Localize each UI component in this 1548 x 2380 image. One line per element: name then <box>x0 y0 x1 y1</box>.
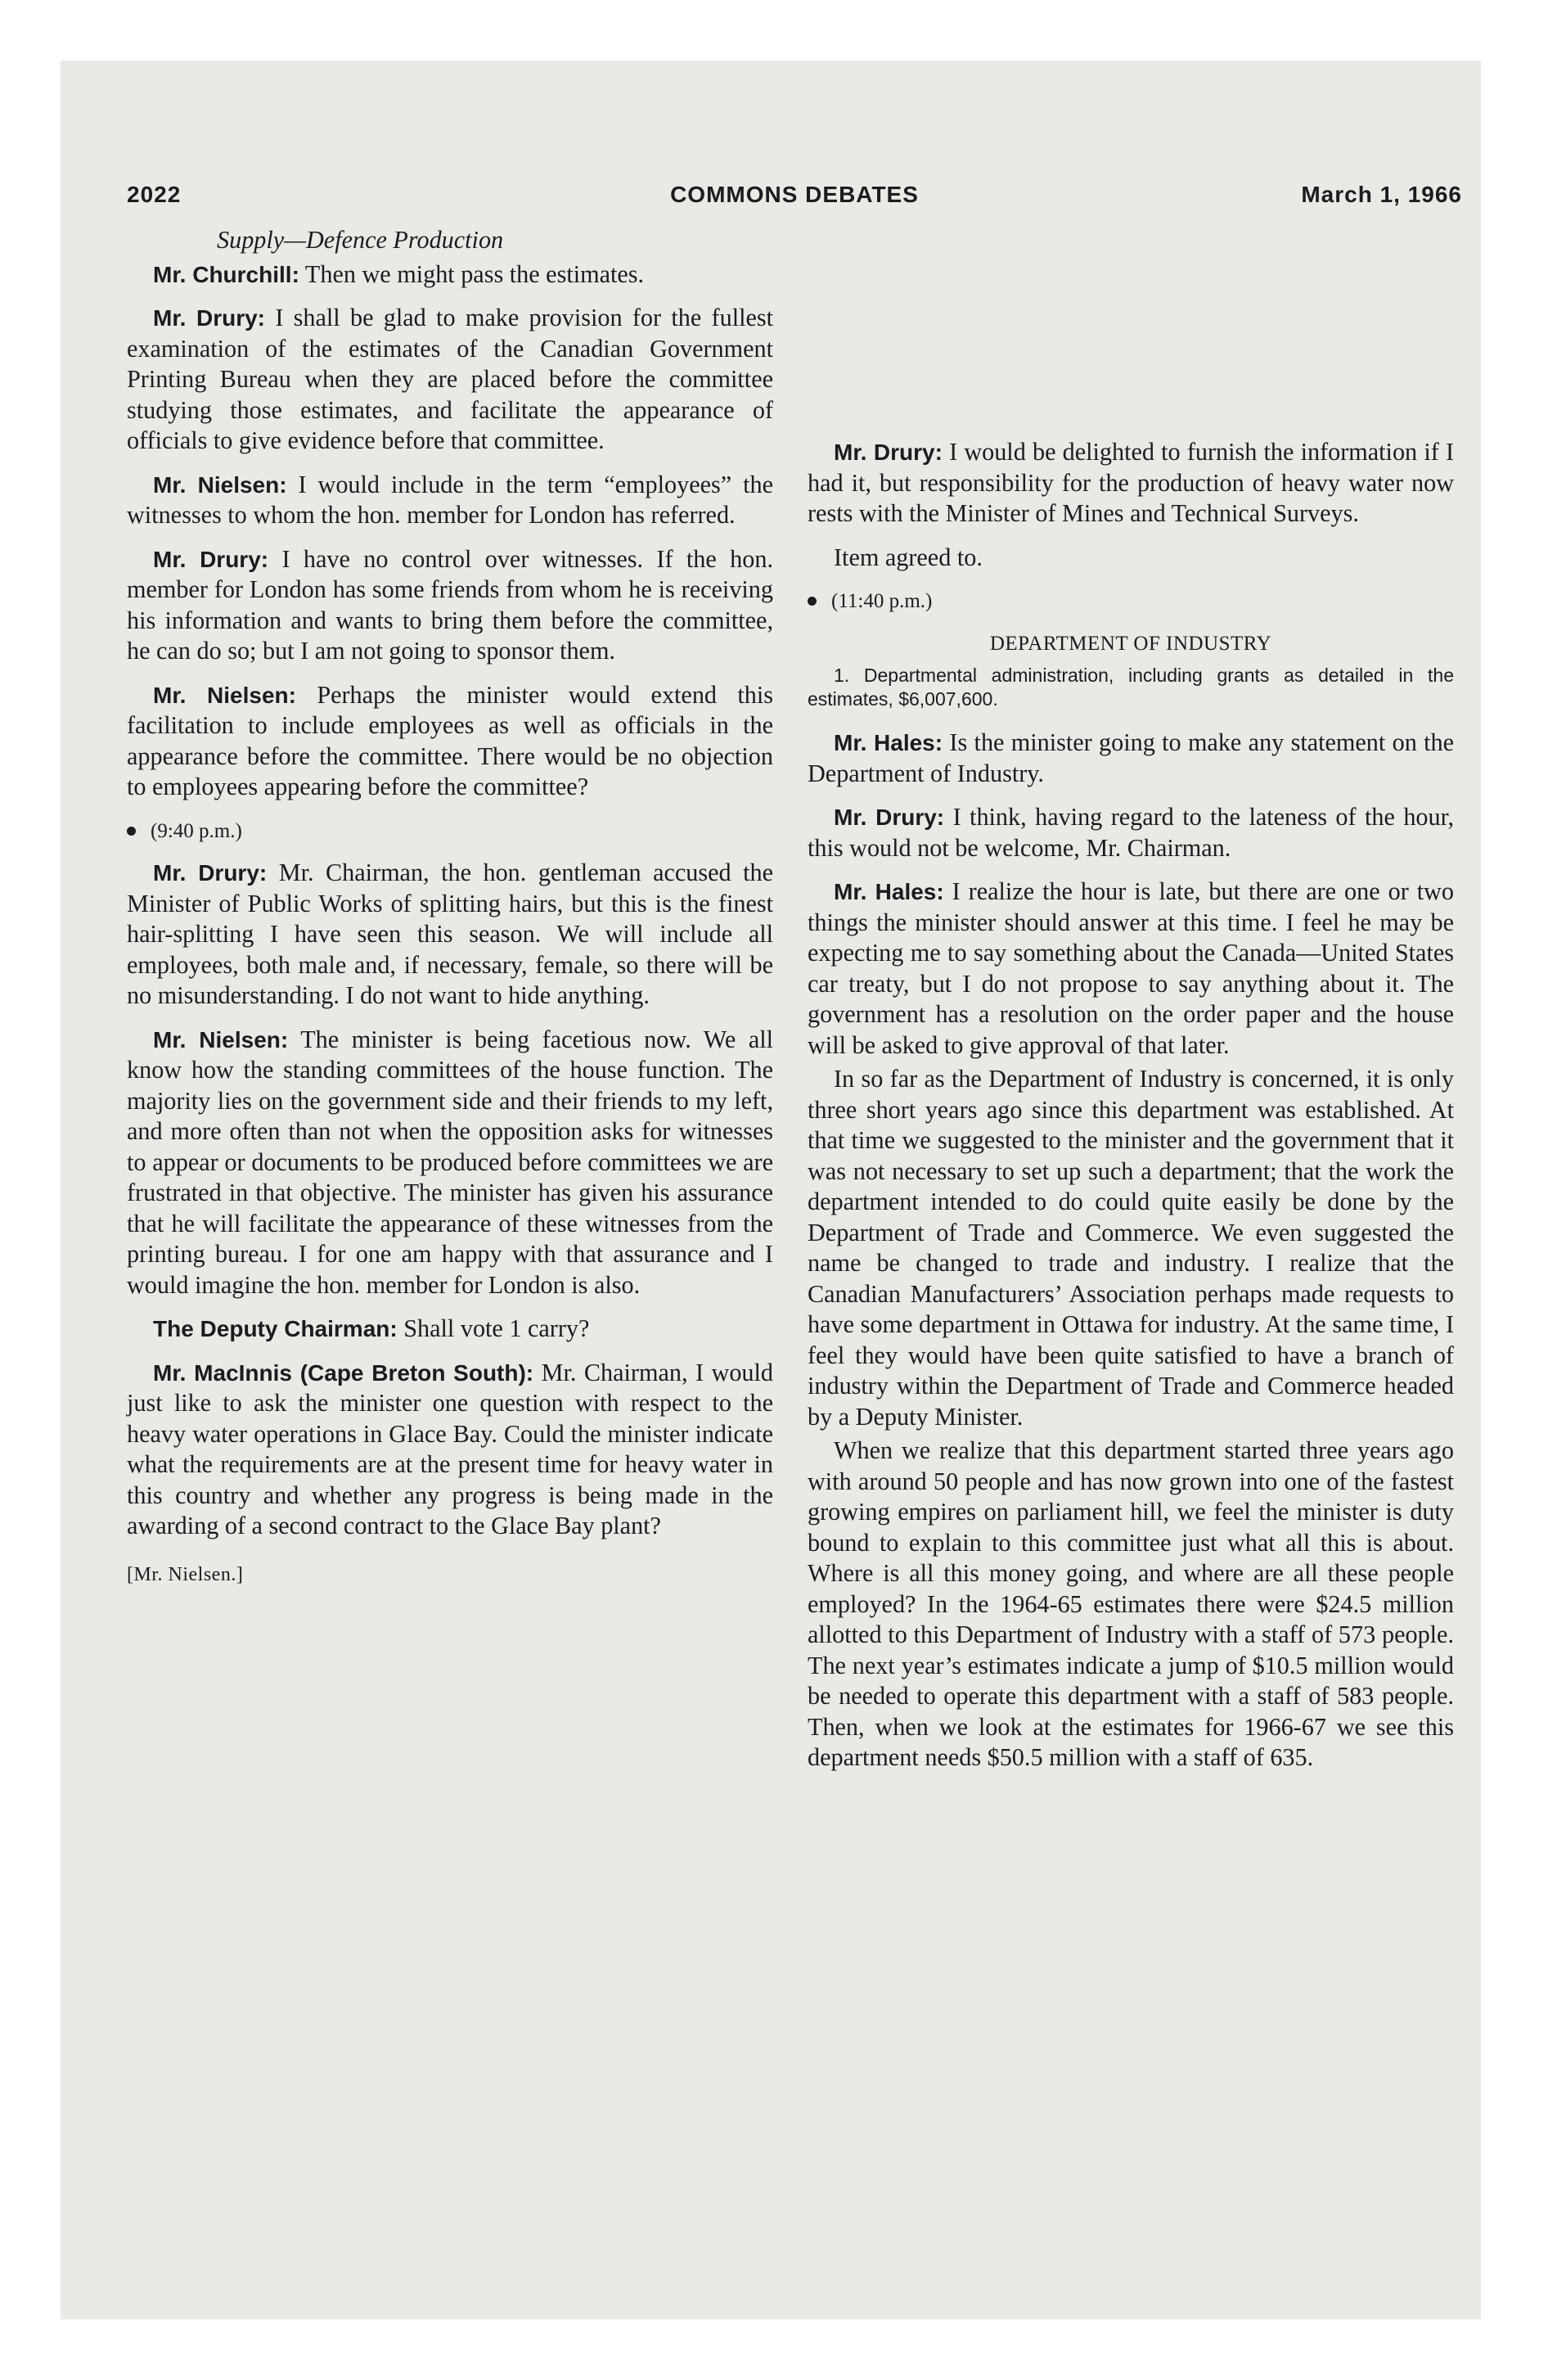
speaker-name: The Deputy Chairman: <box>153 1316 398 1341</box>
speech-text: I would include in the term “employees” the witnesses to whom the hon. member for London has referred. <box>127 470 773 529</box>
time-stamp-text: (11:40 p.m.) <box>831 590 933 612</box>
speech-text: I have no control over witnesses. If the hon. member for London has some friends from whom he is receiving his information and wants to bring them before the committee, he can do so; but I am not going to sponsor them. <box>127 544 773 665</box>
speech-paragraph <box>127 259 773 291</box>
speech-paragraph <box>127 470 773 531</box>
time-stamp-text: (9:40 p.m.) <box>151 819 242 842</box>
speech-text: Mr. Chairman, the hon. gentleman accused the Minister of Public Works of splitting hairs, but this is the finest hair-splitting I have seen this season. We will include all employees, both male and, if necessary, female, so there will be no misunderstanding. I do not want to hide anything. <box>127 859 773 1009</box>
speech-paragraph <box>127 680 773 803</box>
speech-text: Is the minister going to make any statement on the Department of Industry. <box>808 728 1455 787</box>
speaker-name: Mr. Churchill: <box>153 261 299 287</box>
speech-text: The minister is being facetious now. We all know how the standing committees of the house function. The majority lies on the government side and their friends to my left, and more often than not when the opposition asks for witnesses to appear or documents to be produced before committees we are frustrated in that objective. The minister has given his assurance that he will facilitate the appearance of these witnesses from the printing bureau. I for one am happy with that assurance and I would imagine the hon. member for London is also. <box>127 1025 773 1299</box>
speaker-name: Mr. Hales: <box>834 879 944 904</box>
right-column <box>808 437 1454 1787</box>
speech-paragraph: When we realize that this department started three years ago with around 50 people and has now grown into one of the fastest growing empires on parliament hill, we feel the minister is duty bound to explain to this committee just what all this is about. Where is all this money going, and where are all these people employed? In the 1964-65 estimates there were $24.5 million allotted to this Department of Industry with a staff of 573 people. The next year’s estimates indicate a jump of $10.5 million would be needed to operate this department with a staff of 583 people. Then, when we look at the estimates for 1966-67 we see this department needs $50.5 million with a staff of 635. <box>808 1436 1454 1771</box>
time-stamp <box>127 816 773 847</box>
speech-paragraph <box>127 1314 773 1345</box>
bullet-icon <box>808 597 817 606</box>
speech-paragraph <box>127 1025 773 1301</box>
speech-text: Shall vote 1 carry? <box>397 1314 590 1342</box>
speech-text: Mr. Chairman, I would just like to ask the minister one question with respect to the heavy water operations in Glace Bay. Could the minister indicate what the requirements are at the present time for heavy water in this country and whether any progress is being made in the awarding of a second contract to the Glace Bay plant? <box>127 1358 773 1539</box>
publication-title: COMMONS DEBATES <box>670 182 919 207</box>
speaker-name: Mr. Hales: <box>834 730 943 755</box>
section-subhead: Supply—Defence Production <box>217 226 504 254</box>
page <box>127 182 1462 1771</box>
speech-text: I shall be glad to make provision for the fullest examination of the estimates of the Canadian Government Printing Bureau when they are placed before the committee studying those estimates, and facilitate the appearance of officials to give evidence before that committee. <box>127 304 774 454</box>
page-footer-speaker: [Mr. Nielsen.] <box>127 1563 244 1585</box>
speech-paragraph <box>808 802 1454 863</box>
left-column <box>127 225 773 1603</box>
speech-paragraph <box>808 437 1454 530</box>
speech-paragraph <box>127 303 773 457</box>
speaker-name: Mr. Nielsen: <box>153 1026 289 1053</box>
speaker-name: Mr. Drury: <box>153 860 268 886</box>
time-stamp <box>808 586 1454 617</box>
bullet-icon <box>127 827 136 836</box>
speech-text: I think, having regard to the lateness of the hour, this would not be welcome, Mr. Chairman. <box>808 803 1454 862</box>
speech-paragraph: In so far as the Department of Industry is concerned, it is only three short years ago since this department was established. At that time we suggested to the minister and the government that it was not necessary to set up such a department; that the work the department intended to do could quite easily be done by the Department of Trade and Commerce. We even suggested the name be changed to trade and industry. I realize that the Canadian Manufacturers’ Association perhaps made requests to have some department in Ottawa for industry. At the same time, I feel they would have been quite satisfied to have a branch of industry within the Department of Trade and Commerce headed by a Deputy Minister. <box>808 1065 1454 1431</box>
speech-text: Then we might pass the estimates. <box>299 259 645 288</box>
department-heading: DEPARTMENT OF INDUSTRY <box>989 632 1272 655</box>
speaker-name: Mr. Drury: <box>834 805 945 830</box>
speech-paragraph <box>127 1358 773 1542</box>
speech-text: I realize the hour is late, but there are one or two things the minister should answer at this time. I feel he may be expecting me to say something about the Canada—United States car treaty, but I do not propose to say anything about it. The government has a resolution on the order paper and the house will be asked to give approval of that later. <box>808 877 1454 1059</box>
speech-paragraph <box>808 877 1454 1061</box>
speech-text: I would be delighted to furnish the information if I had it, but responsibility for the production of heavy water now rests with the Minister of Mines and Technical Surveys. <box>808 438 1454 527</box>
speaker-name: Mr. Drury: <box>153 546 269 572</box>
speech-paragraph <box>127 858 773 1012</box>
speaker-name: Mr. Nielsen: <box>153 682 296 708</box>
speech-paragraph <box>808 728 1454 789</box>
page-number: 2022 <box>127 182 182 207</box>
speaker-name: Mr. Nielsen: <box>153 471 287 498</box>
speaker-name: Mr. Drury: <box>834 439 943 465</box>
speech-text: Perhaps the minister would extend this facilitation to include employees as well as officials in the appearance before the committee. There would be no objection to employees appearing before the committee? <box>127 680 773 800</box>
speech-paragraph <box>127 544 773 667</box>
issue-date: March 1, 1966 <box>1301 182 1462 207</box>
speaker-name: Mr. MacInnis (Cape Breton South): <box>153 1359 534 1386</box>
item-agreed: Item agreed to. <box>834 543 983 571</box>
running-header <box>127 182 1462 216</box>
vote-item: 1. Departmental administration, including grants as detailed in the estimates, $6,007,600. <box>808 665 1454 710</box>
speaker-name: Mr. Drury: <box>153 305 266 331</box>
